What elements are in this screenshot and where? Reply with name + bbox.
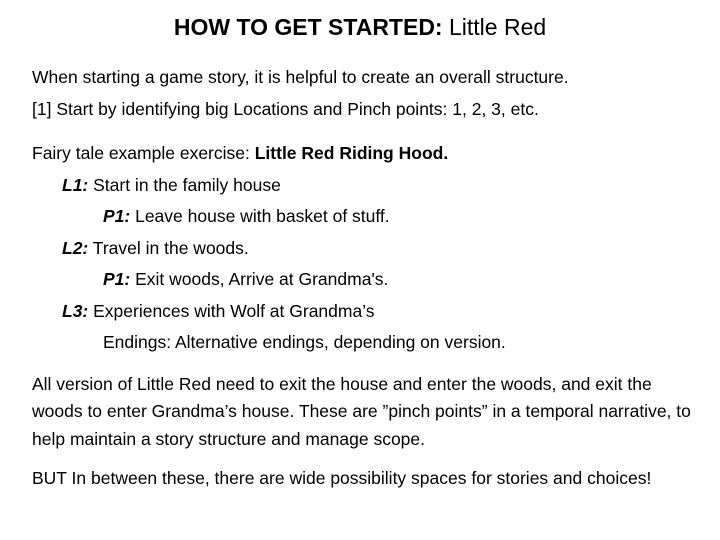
pinch-text: Leave house with basket of stuff. <box>130 206 390 226</box>
location-text: Travel in the woods. <box>88 237 249 258</box>
pinch-text: Exit woods, Arrive at Grandma's. <box>130 269 389 289</box>
endings-line: Endings: Alternative endings, depending on version. <box>103 332 506 352</box>
spacer <box>32 453 702 465</box>
example-story-title: Little Red Riding Hood. <box>254 143 449 163</box>
location-tag: L2: <box>62 237 89 258</box>
location-text: Start in the family house <box>88 174 281 195</box>
location-item-l2 <box>32 233 702 265</box>
pinch-item-p1-first <box>32 201 702 233</box>
paragraph-pinch-points: All version of Little Red need to exit the house and enter the woods, and exit the woods to enter Grandma’s house. These are ”pinch points” in a temporal narrative, to help maintain a story structure and manage scope. <box>32 373 691 449</box>
slide-body <box>32 62 702 493</box>
location-tag: L3: <box>62 300 89 321</box>
location-item-l1 <box>32 170 702 202</box>
location-item-l3 <box>32 296 702 328</box>
spacer <box>32 359 702 371</box>
title-rest-part: Little Red <box>442 14 547 40</box>
paragraph-possibility-spaces: BUT In between these, there are wide possibility spaces for stories and choices! <box>32 468 652 488</box>
location-text: Experiences with Wolf at Grandma’s <box>88 300 375 321</box>
example-heading <box>32 138 702 170</box>
pinch-item-p1-second <box>32 264 702 296</box>
slide-title <box>0 12 720 42</box>
intro-line-2: [1] Start by identifying big Locations and Pinch points: 1, 2, 3, etc. <box>32 98 539 119</box>
pinch-tag: P1: <box>103 269 131 289</box>
location-tag: L1: <box>62 174 89 195</box>
spacer <box>32 125 702 138</box>
title-bold-part: HOW TO GET STARTED: <box>173 14 443 40</box>
example-lead: Fairy tale example exercise: <box>32 143 255 163</box>
pinch-tag: P1: <box>103 206 131 226</box>
intro-line-1: When starting a game story, it is helpful to create an overall structure. <box>32 67 569 87</box>
